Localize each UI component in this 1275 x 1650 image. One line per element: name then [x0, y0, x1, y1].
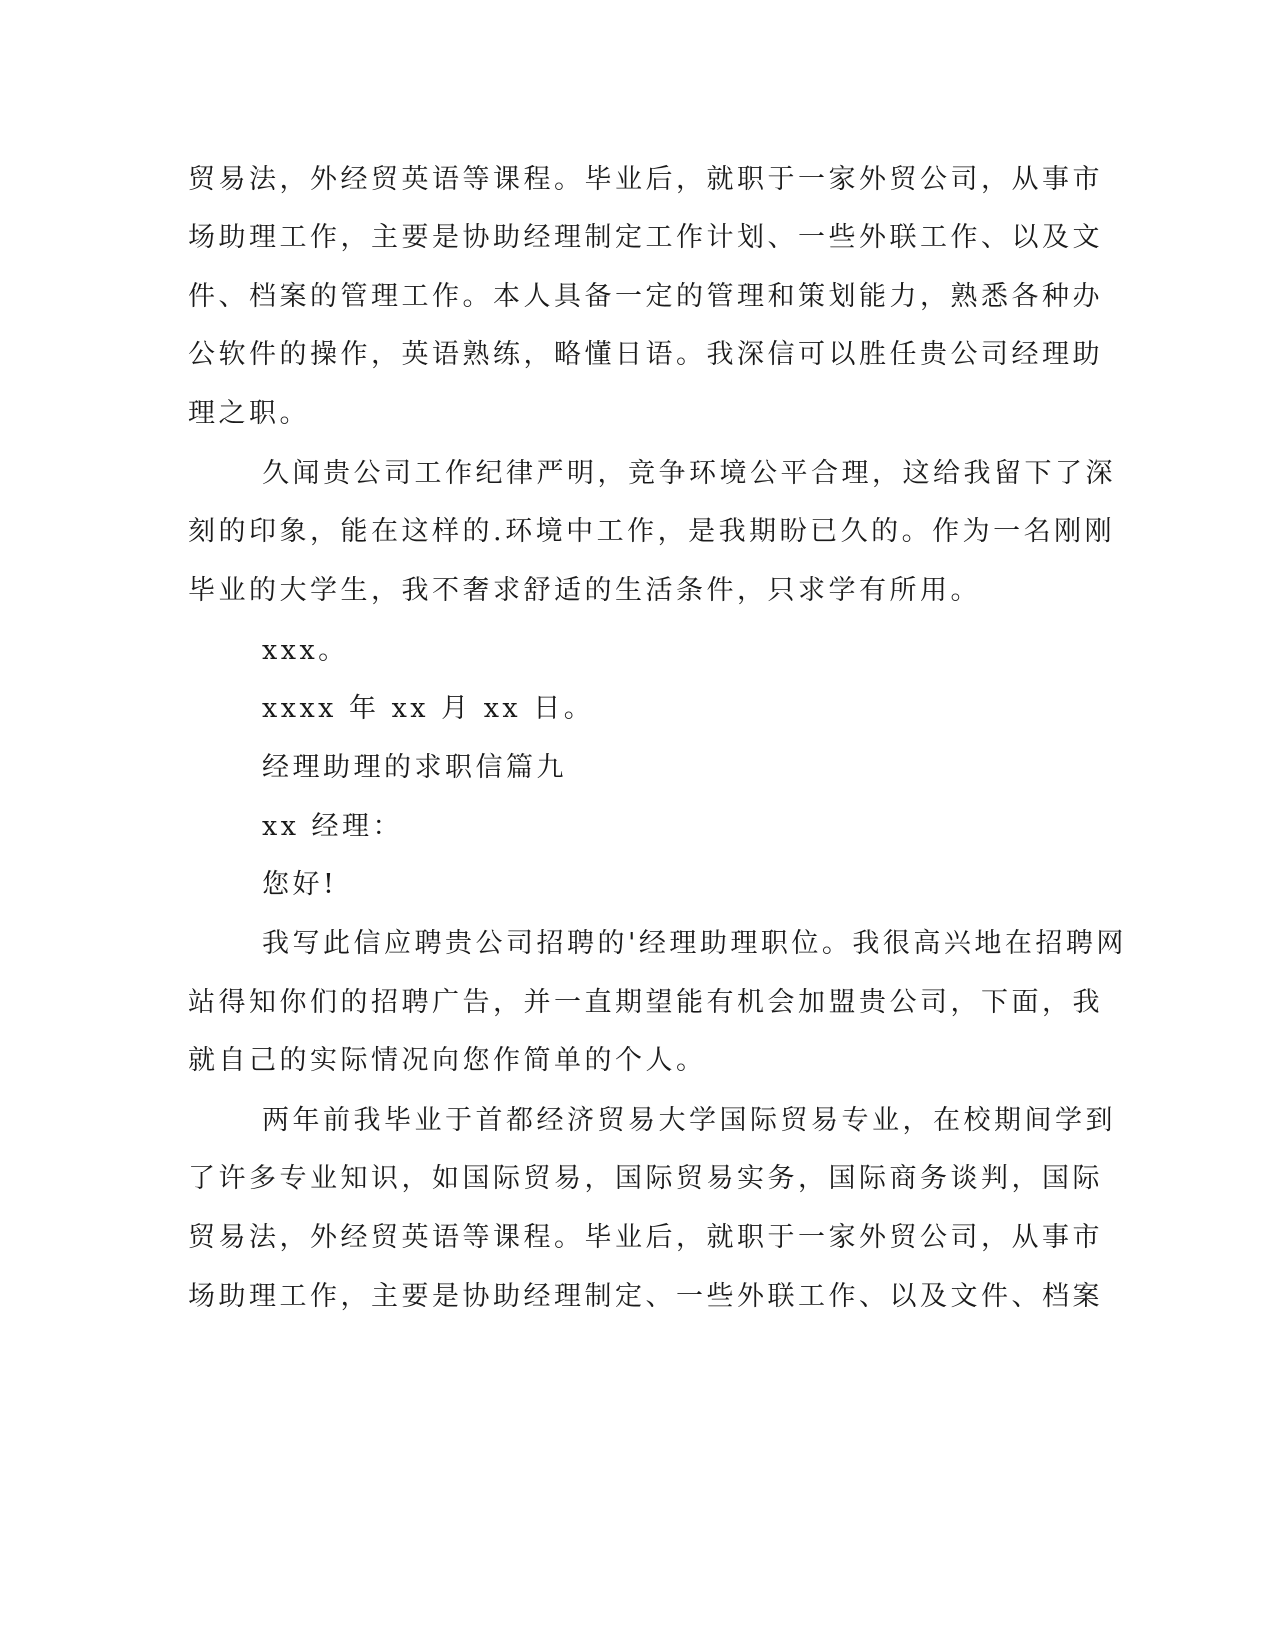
signature-name: xxx。	[262, 635, 349, 666]
section-heading: 经理助理的求职信篇九	[262, 752, 567, 783]
paragraph-line: 场助理工作，主要是协助经理制定工作计划、一些外联工作、以及文	[188, 222, 1103, 253]
paragraph-line: 毕业的大学生，我不奢求舒适的生活条件，只求学有所用。	[188, 575, 981, 606]
greeting: 您好!	[262, 869, 338, 900]
paragraph-line: 贸易法，外经贸英语等课程。毕业后，就职于一家外贸公司，从事市	[188, 164, 1103, 195]
salutation: xx 经理：	[262, 811, 404, 842]
paragraph-line: 我写此信应聘贵公司招聘的'经理助理职位。我很高兴地在招聘网	[262, 928, 1127, 959]
paragraph-line: 场助理工作，主要是协助经理制定、一些外联工作、以及文件、档案	[188, 1281, 1103, 1312]
paragraph-line: 件、档案的管理工作。本人具备一定的管理和策划能力，熟悉各种办	[188, 281, 1103, 312]
paragraph-line: 刻的印象，能在这样的.环境中工作，是我期盼已久的。作为一名刚刚	[188, 516, 1116, 547]
paragraph-line: 了许多专业知识，如国际贸易，国际贸易实务，国际商务谈判，国际	[188, 1163, 1103, 1194]
paragraph-line: 两年前我毕业于首都经济贸易大学国际贸易专业，在校期间学到	[262, 1105, 1116, 1136]
signature-date: xxxx 年 xx 月 xx 日。	[262, 693, 595, 724]
paragraph-line: 贸易法，外经贸英语等课程。毕业后，就职于一家外贸公司，从事市	[188, 1222, 1103, 1253]
paragraph-line: 就自己的实际情况向您作简单的个人。	[188, 1045, 707, 1076]
paragraph-line: 站得知你们的招聘广告，并一直期望能有机会加盟贵公司，下面，我	[188, 987, 1103, 1018]
paragraph-line: 理之职。	[188, 398, 310, 429]
paragraph-line: 久闻贵公司工作纪律严明，竞争环境公平合理，这给我留下了深	[262, 458, 1116, 489]
paragraph-line: 公软件的操作，英语熟练，略懂日语。我深信可以胜任贵公司经理助	[188, 339, 1103, 370]
